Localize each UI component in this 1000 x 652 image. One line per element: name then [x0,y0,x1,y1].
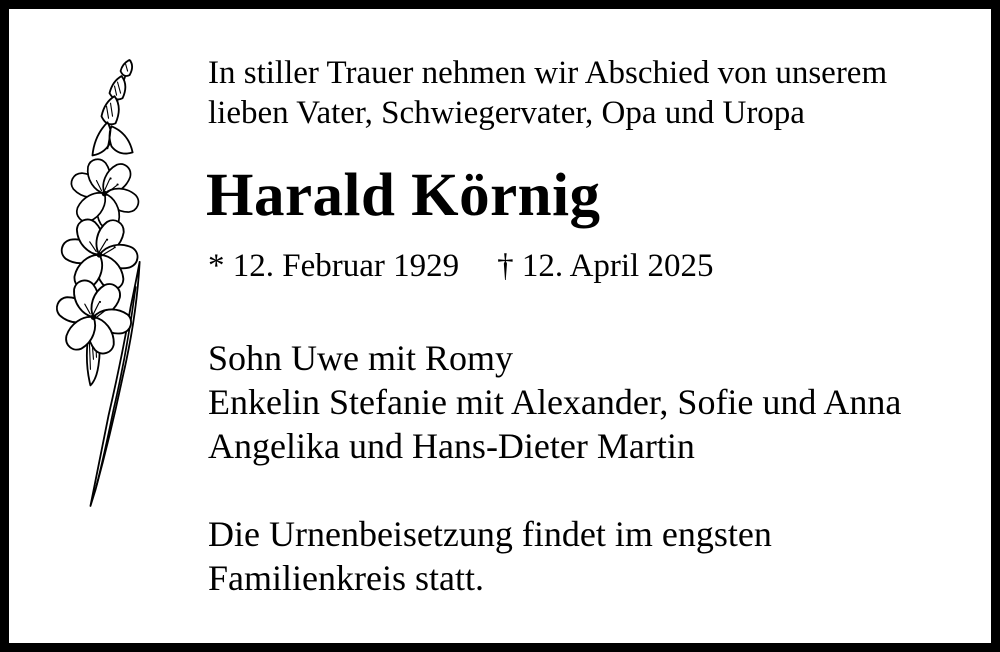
intro-line-1: In stiller Trauer nehmen wir Abschied von unserem [208,55,888,91]
life-dates [208,247,713,285]
funeral-info-line-1: Die Urnenbeisetzung findet im engsten [208,514,772,554]
family-line-1: Sohn Uwe mit Romy [208,338,514,378]
family-line-3: Angelika und Hans-Dieter Martin [208,426,695,466]
birth-date: * 12. Februar 1929 [208,248,460,284]
deceased-name: Harald Körnig [206,162,601,229]
funeral-info [208,512,772,600]
intro-text [208,53,887,133]
gladiolus-illustration [50,58,158,520]
family-names [208,336,901,468]
family-line-2: Enkelin Stefanie mit Alexander, Sofie und Anna [208,382,902,422]
intro-line-2: lieben Vater, Schwiegervater, Opa und Uropa [208,95,805,131]
gladiolus-icon [50,58,158,520]
funeral-info-line-2: Familienkreis statt. [208,558,484,598]
death-date: † 12. April 2025 [497,248,714,284]
